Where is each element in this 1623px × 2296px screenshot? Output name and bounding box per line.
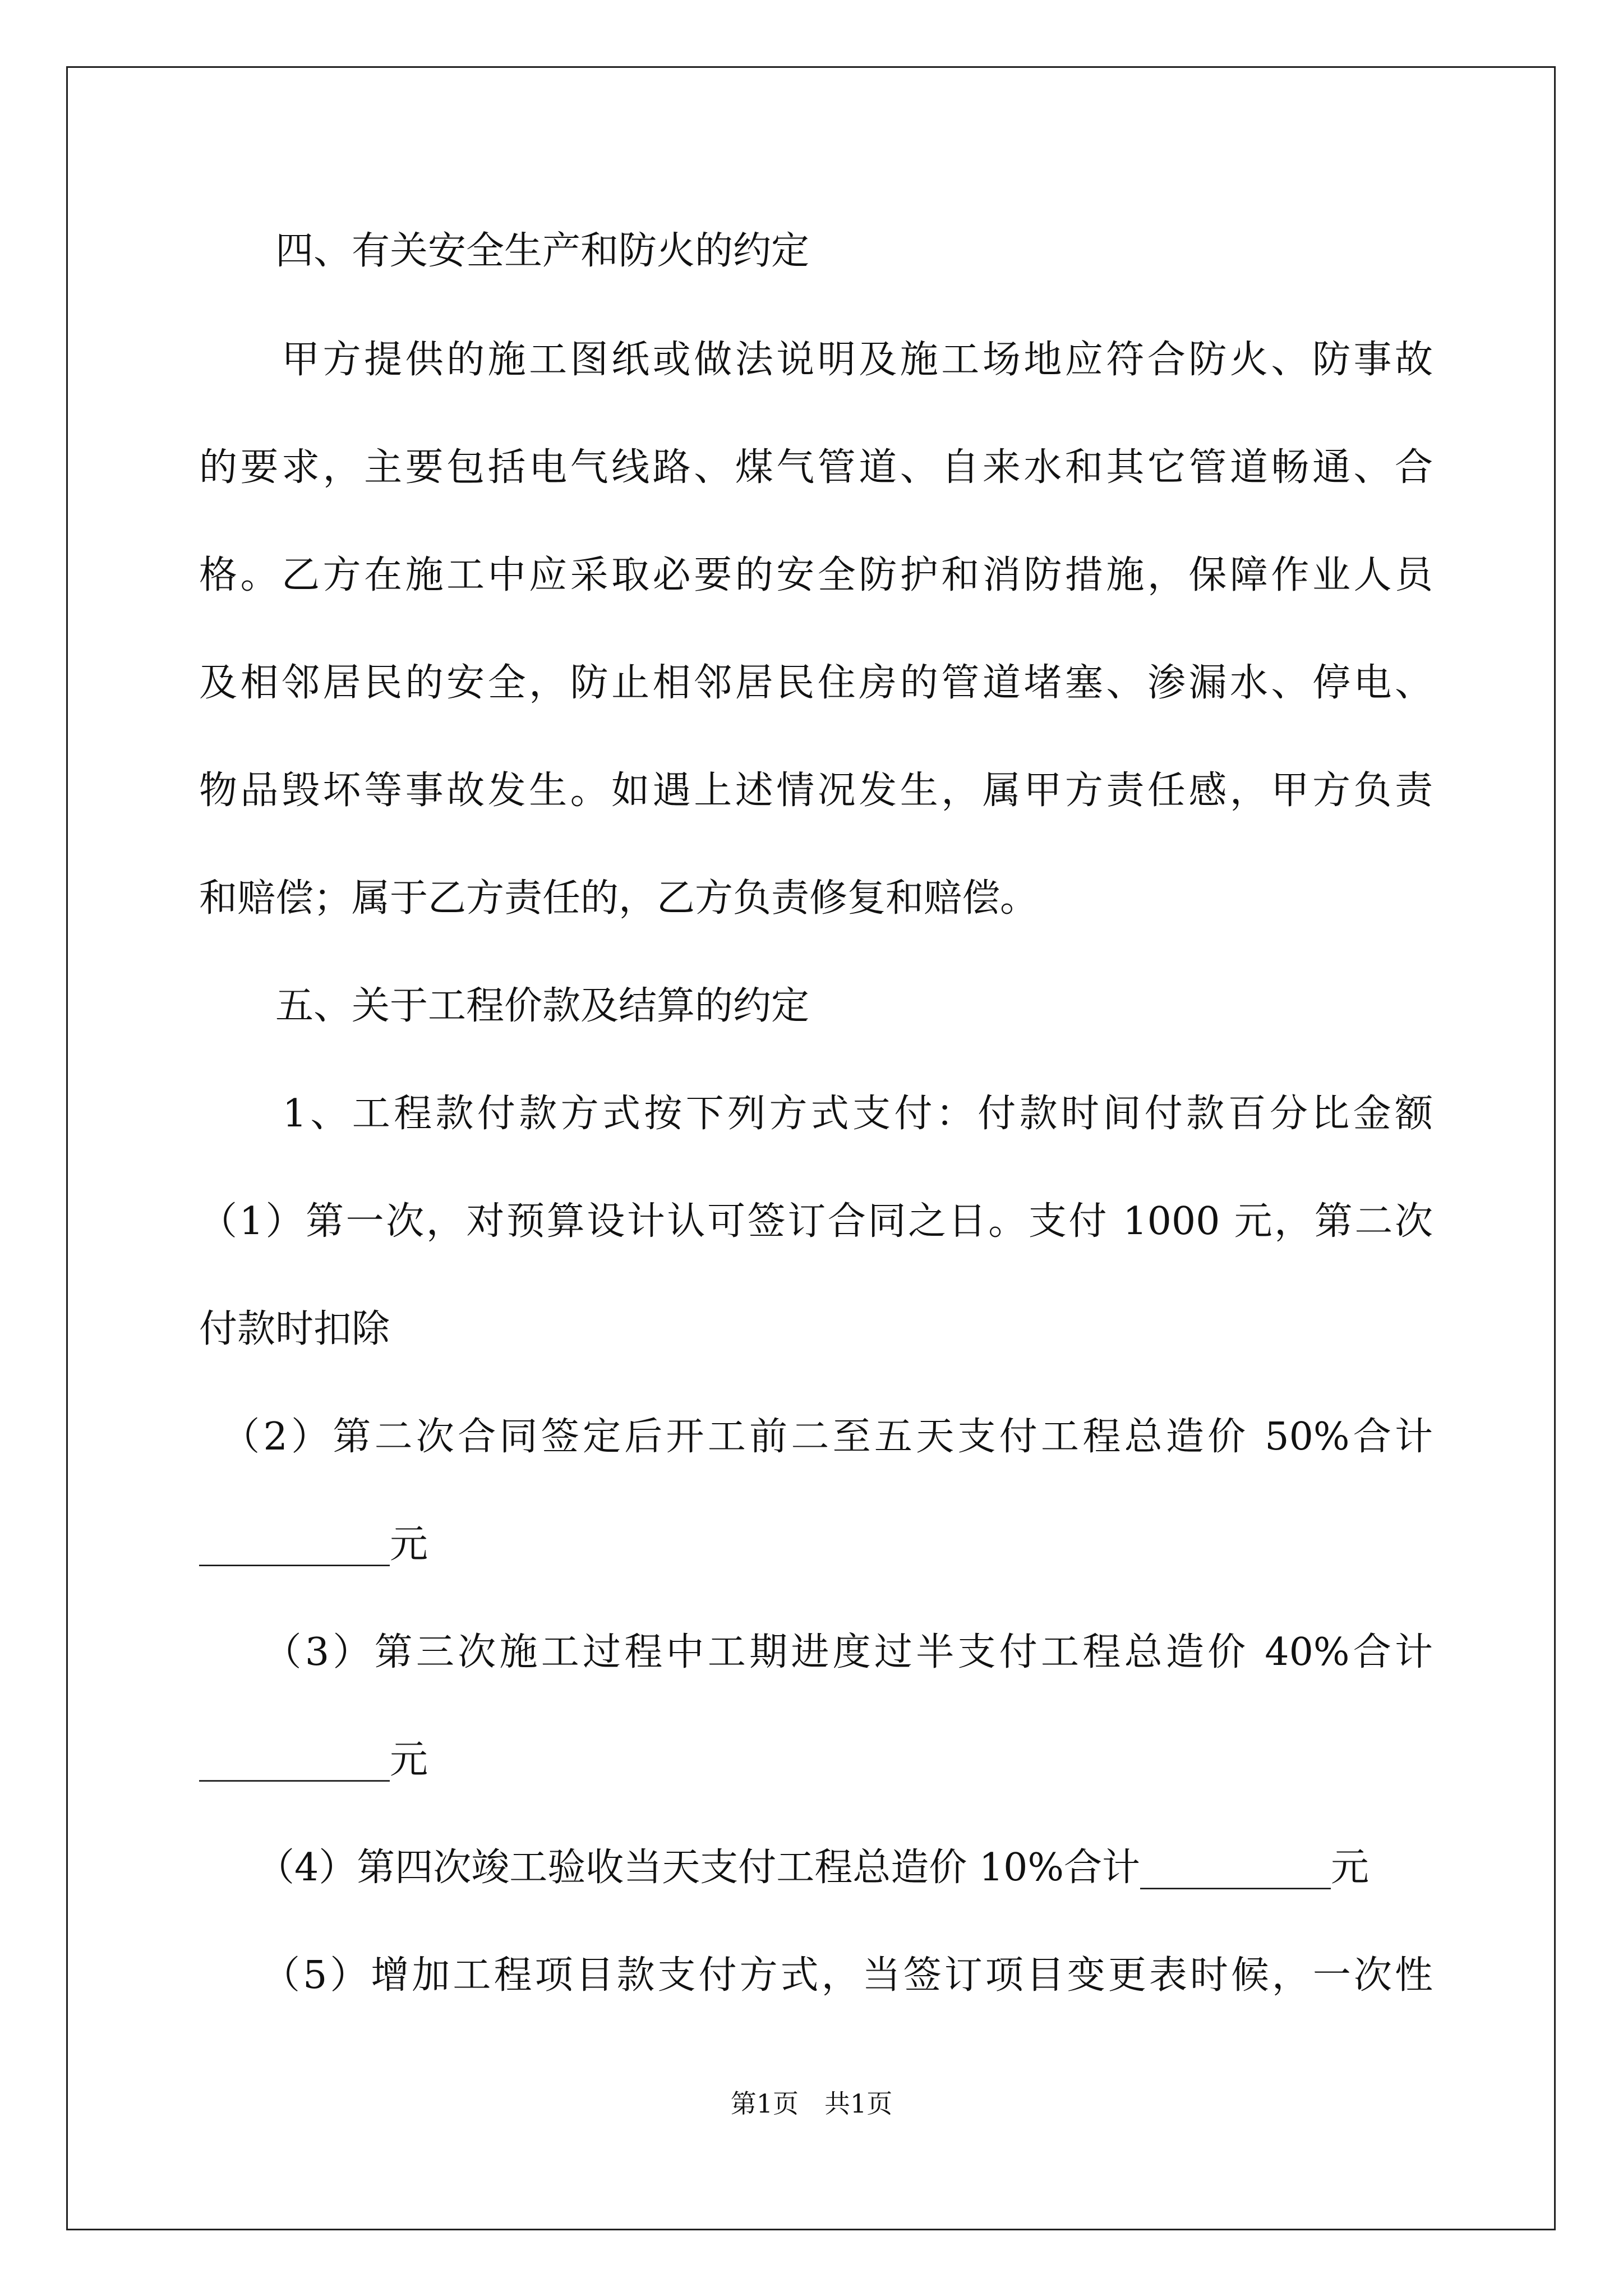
paragraph-line: 及相邻居民的安全，防止相邻居民住房的管道堵塞、渗漏水、停电、 — [199, 661, 1433, 705]
blank-amount-line: __________元 — [199, 1738, 428, 1782]
page-border — [66, 66, 1556, 2230]
paragraph-line: （5）增加工程项目款支付方式，当签订项目变更表时候，一次性 — [199, 1953, 1433, 1998]
paragraph-line: 付款时扣除 — [199, 1307, 390, 1351]
paragraph-line: 格。乙方在施工中应采取必要的安全防护和消防措施，保障作业人员 — [199, 553, 1433, 597]
paragraph-line: （4）第四次竣工验收当天支付工程总造价 10%合计__________元 — [199, 1846, 1370, 1890]
blank-amount-line: __________元 — [199, 1522, 428, 1567]
paragraph-line: 1、工程款付款方式按下列方式支付：付款时间付款百分比金额 — [199, 1092, 1433, 1136]
paragraph-line: （3）第三次施工过程中工期进度过半支付工程总造价 40%合计 — [199, 1630, 1433, 1674]
paragraph-line: 和赔偿；属于乙方责任的，乙方负责修复和赔偿。 — [199, 876, 1039, 921]
section-heading-safety: 四、有关安全生产和防火的约定 — [199, 229, 810, 273]
section-heading-payment: 五、关于工程价款及结算的约定 — [199, 984, 810, 1028]
paragraph-line: （1）第一次，对预算设计认可签订合同之日。支付 1000 元，第二次 — [199, 1199, 1433, 1244]
paragraph-line: 的要求，主要包括电气线路、煤气管道、自来水和其它管道畅通、合 — [199, 445, 1433, 490]
paragraph-line: 物品毁坏等事故发生。如遇上述情况发生，属甲方责任感，甲方负责 — [199, 769, 1433, 813]
paragraph-line: 甲方提供的施工图纸或做法说明及施工场地应符合防火、防事故 — [199, 338, 1433, 382]
paragraph-line: （2）第二次合同签定后开工前二至五天支付工程总造价 50%合计 — [199, 1415, 1433, 1459]
page-footer: 第1页 共1页 — [730, 2088, 893, 2119]
